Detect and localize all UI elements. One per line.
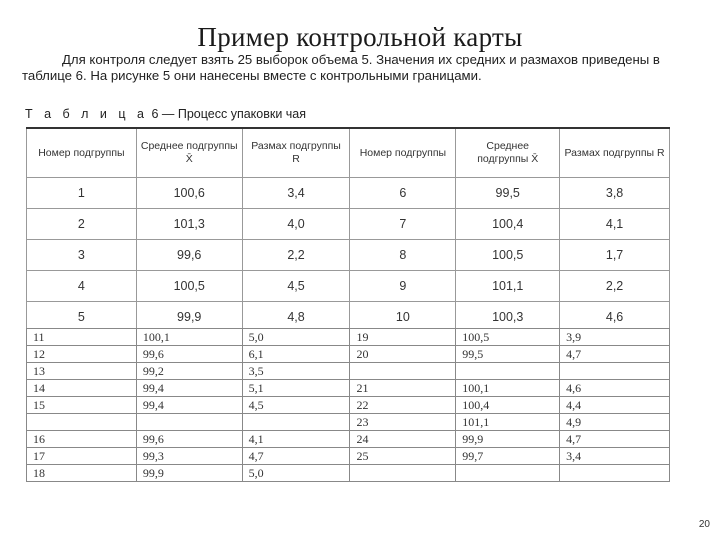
slide-title: Пример контрольной карты (197, 22, 523, 52)
table-cell: 4,6 (560, 302, 670, 333)
table-cell: 20 (350, 346, 456, 363)
table-cell: 22 (350, 397, 456, 414)
table-row (27, 329, 670, 346)
table-cell: 4,5 (242, 397, 350, 414)
intro-paragraph: Для контроля следует взять 25 выборок объема 5. Значения их средних и размахов приведены в таблице 6. На рисунке 5 они нанесены вместе с контрольными границами. (22, 52, 660, 83)
table-cell: 11 (27, 329, 137, 346)
table-cell: 4,1 (560, 209, 670, 240)
table-cell: 99,4 (136, 397, 242, 414)
table-cell: 4,8 (242, 302, 350, 333)
table-cell: 16 (27, 431, 137, 448)
header-cell: Размах подгруппы R (560, 128, 670, 178)
table-cell: 100,3 (456, 302, 560, 333)
table-cell: 4,1 (242, 431, 350, 448)
header-cell: Размах подгруппы R (242, 128, 350, 178)
table-row (27, 448, 670, 465)
table-cell: 18 (27, 465, 137, 482)
table-cell: 99,3 (136, 448, 242, 465)
table-cell: 100,1 (456, 380, 560, 397)
table-cell: 99,6 (136, 346, 242, 363)
table-cell: 5,0 (242, 465, 350, 482)
table-cell: 4,0 (242, 209, 350, 240)
page-number: 20 (698, 519, 710, 530)
table-cell: 1,7 (560, 240, 670, 271)
table-row (27, 414, 670, 431)
table-cell: 100,4 (456, 397, 560, 414)
table-cell: 99,7 (456, 448, 560, 465)
table-caption-text: 6 — Процесс упаковки чая (151, 107, 307, 121)
table-cell: 101,1 (456, 414, 560, 431)
table-row (27, 240, 670, 271)
table-cell: 5,1 (242, 380, 350, 397)
table-cell: 100,1 (136, 329, 242, 346)
table-cell (350, 363, 456, 380)
table-cell: 99,6 (136, 240, 242, 271)
table-cell (350, 465, 456, 482)
header-cell: Среднее подгруппы X̄ (456, 128, 560, 178)
table-cell: 4 (27, 271, 137, 302)
table-cell: 7 (350, 209, 456, 240)
table-cell: 99,9 (136, 465, 242, 482)
table-cell: 4,6 (560, 380, 670, 397)
table-cell: 100,5 (456, 240, 560, 271)
table-row (27, 178, 670, 209)
table-caption-prefix: Т а б л и ц а (25, 107, 148, 121)
table-cell: 10 (350, 302, 456, 333)
table-row (27, 380, 670, 397)
table-cell: 14 (27, 380, 137, 397)
table-cell: 4,7 (560, 431, 670, 448)
table-cell: 3 (27, 240, 137, 271)
table-row (27, 346, 670, 363)
table-cell: 99,2 (136, 363, 242, 380)
table-cell: 99,9 (136, 302, 242, 333)
header-cell: Номер подгруппы (350, 128, 456, 178)
table-cell: 4,7 (242, 448, 350, 465)
table-row (27, 397, 670, 414)
table-cell (560, 465, 670, 482)
table-cell: 101,1 (456, 271, 560, 302)
table-cell: 8 (350, 240, 456, 271)
table-cell: 13 (27, 363, 137, 380)
table-cell: 4,9 (560, 414, 670, 431)
table-cell: 3,5 (242, 363, 350, 380)
table-cell: 4,5 (242, 271, 350, 302)
table-cell: 99,5 (456, 346, 560, 363)
table-cell: 3,8 (560, 178, 670, 209)
table-cell: 4,4 (560, 397, 670, 414)
table-cell: 99,4 (136, 380, 242, 397)
table-caption (25, 107, 306, 121)
table-cell: 1 (27, 178, 137, 209)
table-cell: 101,3 (136, 209, 242, 240)
table-row (27, 271, 670, 302)
table-cell (560, 363, 670, 380)
table-cell: 9 (350, 271, 456, 302)
header-cell: Среднее подгруппы X̄ (136, 128, 242, 178)
table-cell (456, 465, 560, 482)
table-row (27, 431, 670, 448)
table-cell: 15 (27, 397, 137, 414)
table-header-row (27, 128, 670, 178)
table-cell: 17 (27, 448, 137, 465)
table-cell: 3,9 (560, 329, 670, 346)
table-cell: 100,5 (456, 329, 560, 346)
table-cell: 2,2 (242, 240, 350, 271)
table-cell (456, 363, 560, 380)
table-cell: 100,5 (136, 271, 242, 302)
table-cell: 6,1 (242, 346, 350, 363)
table-cell: 23 (350, 414, 456, 431)
secondary-data-table (26, 328, 670, 482)
table-cell: 24 (350, 431, 456, 448)
table-cell (27, 414, 137, 431)
table-cell: 21 (350, 380, 456, 397)
table-cell: 12 (27, 346, 137, 363)
table-row (27, 465, 670, 482)
table-row (27, 363, 670, 380)
table-cell: 99,9 (456, 431, 560, 448)
table-cell: 100,6 (136, 178, 242, 209)
table-cell: 2 (27, 209, 137, 240)
table-cell: 5,0 (242, 329, 350, 346)
table-cell: 2,2 (560, 271, 670, 302)
table-cell: 3,4 (242, 178, 350, 209)
table-cell (136, 414, 242, 431)
table-row (27, 209, 670, 240)
table-cell: 25 (350, 448, 456, 465)
table-cell: 99,6 (136, 431, 242, 448)
table-cell: 6 (350, 178, 456, 209)
table-cell: 5 (27, 302, 137, 333)
table-cell: 3,4 (560, 448, 670, 465)
table-cell: 99,5 (456, 178, 560, 209)
header-cell: Номер подгруппы (27, 128, 137, 178)
main-data-table (26, 127, 670, 332)
table-cell: 19 (350, 329, 456, 346)
table-cell: 100,4 (456, 209, 560, 240)
table-cell (242, 414, 350, 431)
table-cell: 4,7 (560, 346, 670, 363)
